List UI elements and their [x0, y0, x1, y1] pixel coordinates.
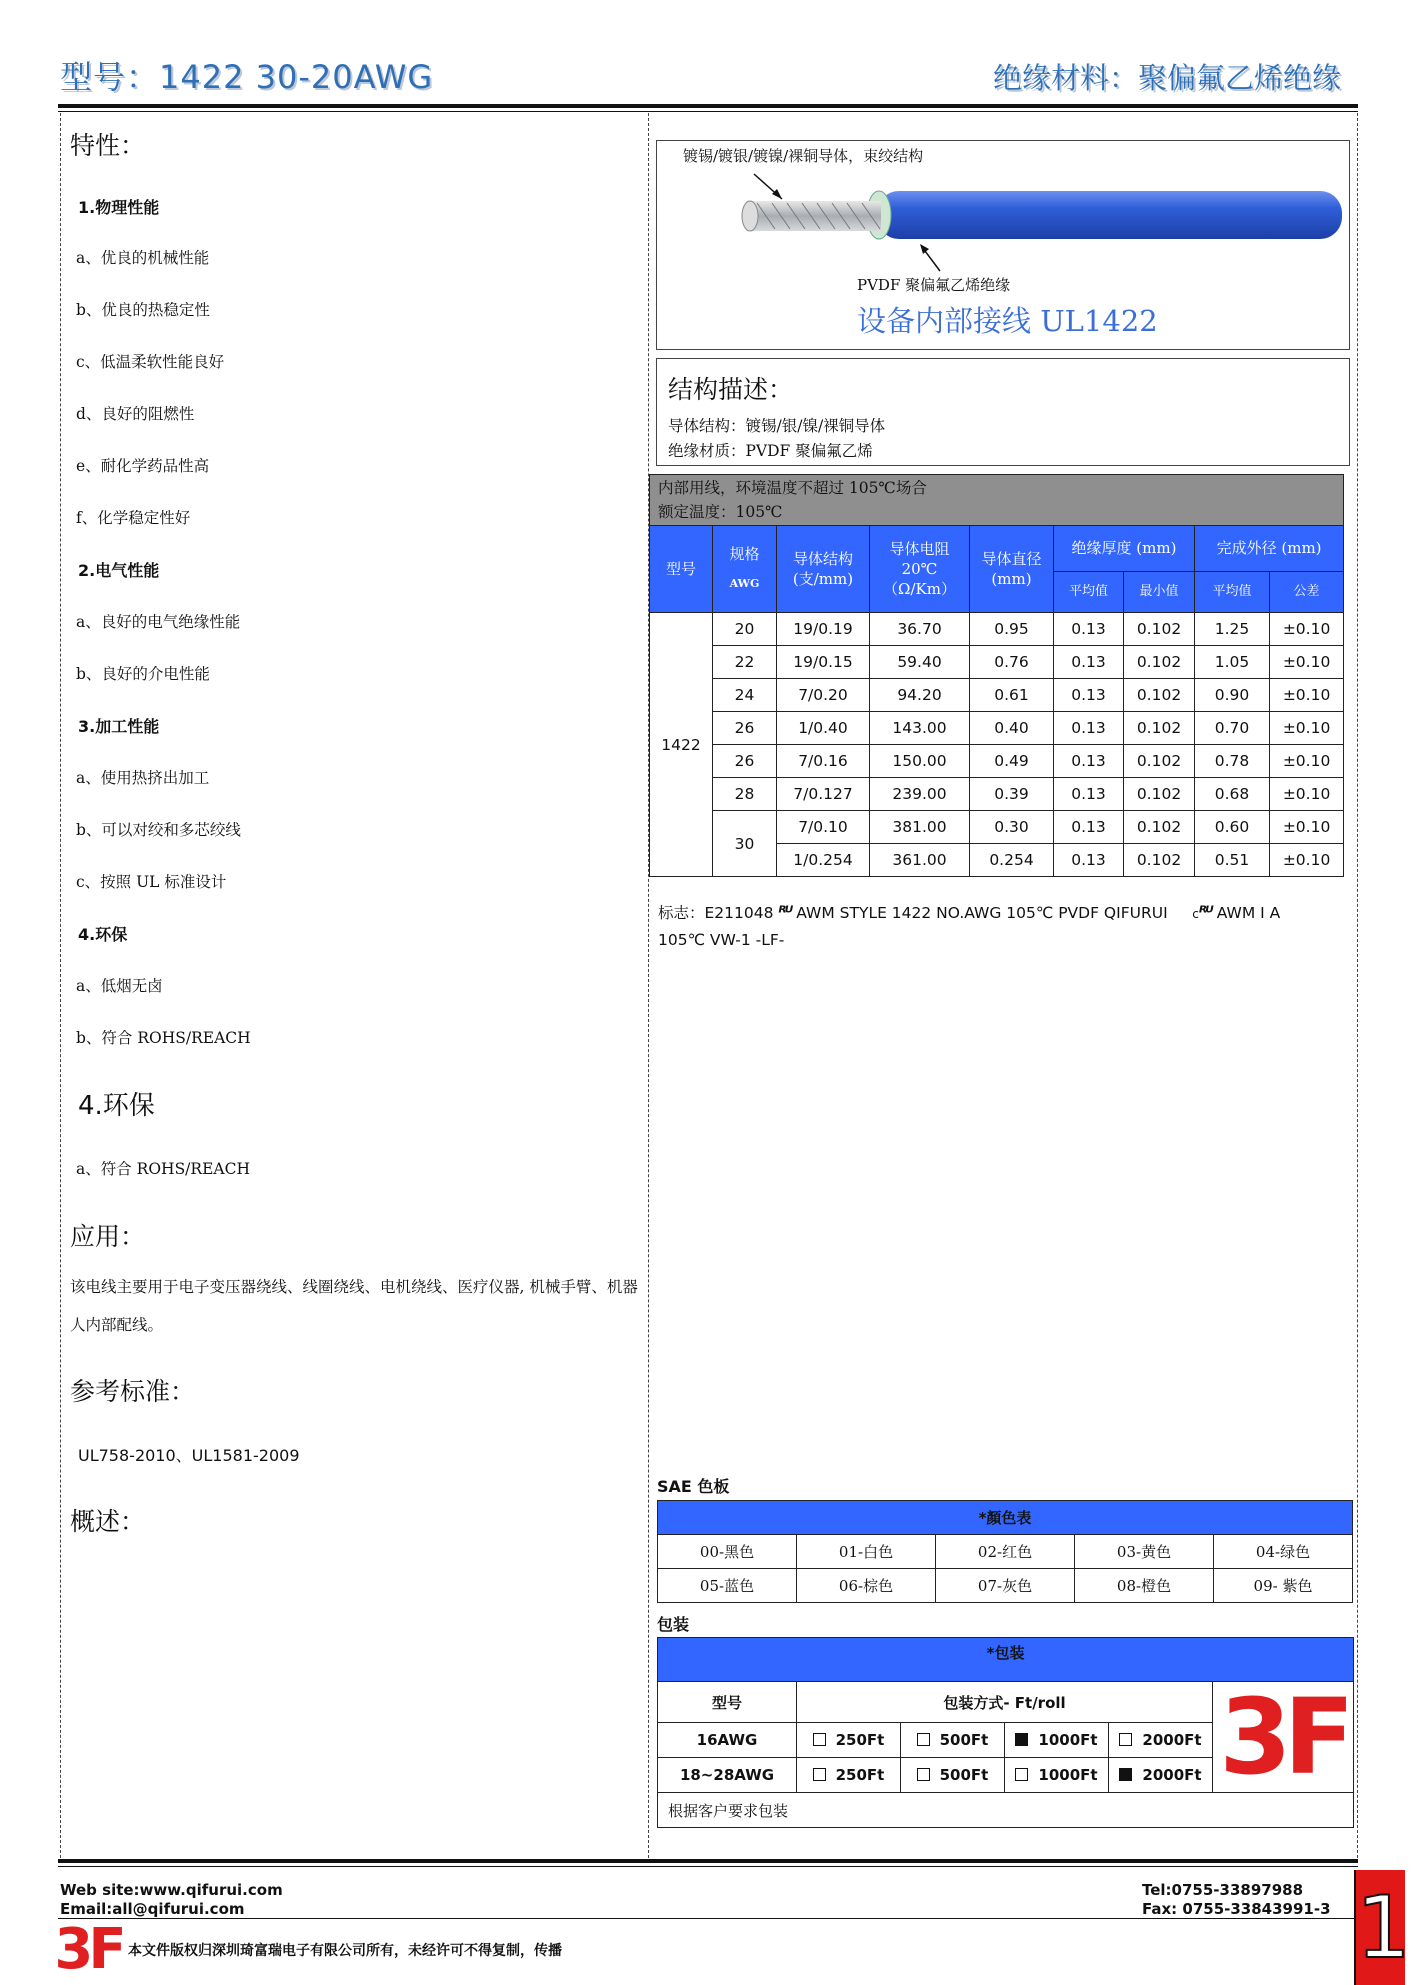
packaging-option[interactable]	[1005, 1723, 1109, 1758]
table-row	[650, 778, 1344, 811]
header-tolerance: 公差	[1270, 571, 1344, 612]
cell-ins-avg: 0.13	[1054, 712, 1124, 745]
fax: Fax: 0755-33843991-3	[1142, 1900, 1331, 1918]
option-label: 500Ft	[939, 1766, 989, 1784]
packaging-col-row	[658, 1682, 1354, 1723]
cell-awg: 22	[713, 646, 777, 679]
header-rule	[58, 104, 1358, 108]
color-cell: 06-棕色	[797, 1569, 936, 1603]
cell-tolerance: ±0.10	[1270, 811, 1344, 844]
packaging-model: 18~28AWG	[658, 1758, 797, 1793]
packaging-option[interactable]	[797, 1758, 901, 1793]
cell-resistance: 361.00	[870, 844, 970, 877]
cell-ins-avg: 0.13	[1054, 613, 1124, 646]
spec-note-rating: 额定温度：105℃	[658, 503, 783, 521]
frame-divider	[648, 113, 649, 1858]
structure-heading: 结构描述：	[668, 375, 794, 404]
cell-ins-avg: 0.13	[1054, 811, 1124, 844]
footer-3f-logo-icon	[54, 1916, 122, 1982]
header-conductor-diameter: 导体直径(mm)	[970, 526, 1054, 613]
feature-item: b、可以对绞和多芯绞线	[76, 821, 241, 839]
insulation-label: PVDF 聚偏氟乙烯绝缘	[857, 276, 1011, 294]
color-cell: 05-蓝色	[658, 1569, 797, 1603]
checkbox-icon[interactable]	[917, 1768, 930, 1781]
cell-tolerance: ±0.10	[1270, 778, 1344, 811]
packaging-title: *包装	[658, 1638, 1354, 1682]
cell-awg: 24	[713, 679, 777, 712]
packaging-col-model: 型号	[658, 1682, 797, 1723]
footer-contact-right	[1142, 1881, 1331, 1919]
feature-item: a、良好的电气绝缘性能	[76, 613, 241, 631]
cell-resistance: 239.00	[870, 778, 970, 811]
cell-od: 1.05	[1195, 646, 1270, 679]
cell-awg: 26	[713, 712, 777, 745]
cell-diameter: 0.76	[970, 646, 1054, 679]
packaging-model: 16AWG	[658, 1723, 797, 1758]
cell-od: 0.78	[1195, 745, 1270, 778]
footer-logo-text: 3F	[54, 1917, 122, 1982]
logo-text: 3F	[1219, 1676, 1347, 1798]
cell-od: 0.51	[1195, 844, 1270, 877]
color-cell: 02-红色	[936, 1535, 1075, 1569]
insulation-material-title: 绝缘材料：聚偏氟乙烯绝缘	[992, 61, 1341, 95]
standards-heading: 参考标准：	[70, 1377, 196, 1406]
header-model: 型号	[650, 526, 713, 613]
page-number: 1	[1356, 1878, 1411, 1978]
spec-header-row	[650, 526, 1344, 572]
environment-item: a、符合 ROHS/REACH	[76, 1160, 250, 1178]
header-insulation-thickness: 绝缘厚度 (mm)	[1054, 526, 1195, 572]
cell-ins-min: 0.102	[1124, 679, 1195, 712]
table-row	[650, 613, 1344, 646]
cell-diameter: 0.49	[970, 745, 1054, 778]
packaging-label: 包装	[657, 1615, 690, 1634]
structure-conductor: 导体结构：镀锡/银/镍/裸铜导体	[668, 417, 886, 435]
cell-od: 1.25	[1195, 613, 1270, 646]
insulation-jacket	[877, 191, 1342, 239]
cell-diameter: 0.61	[970, 679, 1054, 712]
cell-od: 0.70	[1195, 712, 1270, 745]
model-cell: 1422	[650, 613, 713, 877]
header-outer-diameter: 完成外径 (mm)	[1195, 526, 1344, 572]
table-row	[650, 646, 1344, 679]
copyright-notice: 本文件版权归深圳琦富瑞电子有限公司所有，未经许可不得复制，传播	[128, 1943, 562, 1959]
cell-ins-min: 0.102	[1124, 778, 1195, 811]
option-label: 250Ft	[835, 1731, 885, 1749]
frame-left	[60, 113, 61, 1858]
header-ins-avg: 平均值	[1054, 571, 1124, 612]
cell-od: 0.60	[1195, 811, 1270, 844]
option-label: 1000Ft	[1038, 1731, 1098, 1749]
color-cell: 04-绿色	[1214, 1535, 1353, 1569]
checkbox-icon[interactable]	[813, 1733, 826, 1746]
packaging-col-method: 包装方式- Ft/roll	[797, 1682, 1213, 1723]
environment-heading: 4.环保	[78, 1091, 155, 1121]
cell-resistance: 381.00	[870, 811, 970, 844]
checkbox-icon[interactable]	[1015, 1768, 1028, 1781]
checkbox-icon[interactable]	[917, 1733, 930, 1746]
color-table-header	[658, 1501, 1353, 1535]
header-resistance: 导体电阻 20℃ （Ω/Km）	[870, 526, 970, 613]
overview-heading: 概述：	[70, 1507, 146, 1536]
table-row	[650, 811, 1344, 844]
cell-ins-min: 0.102	[1124, 811, 1195, 844]
feature-item: b、良好的介电性能	[76, 665, 210, 683]
feature-item: d、良好的阻燃性	[76, 405, 195, 423]
conductor-label: 镀锡/镀银/镀镍/裸铜导体，束绞结构	[683, 147, 924, 165]
marking-line2: 105℃ VW-1 -LF-	[658, 931, 785, 949]
footer-rule	[58, 1859, 1358, 1863]
option-label: 2000Ft	[1142, 1731, 1202, 1749]
cell-awg: 26	[713, 745, 777, 778]
cell-diameter: 0.30	[970, 811, 1054, 844]
checkbox-checked-icon[interactable]	[1119, 1768, 1132, 1781]
cell-diameter: 0.95	[970, 613, 1054, 646]
brand-logo	[1213, 1676, 1354, 1798]
page-number-badge	[1354, 1870, 1411, 1985]
document-title: 型号：1422 30-20AWG	[60, 58, 434, 96]
color-cell: 00-黑色	[658, 1535, 797, 1569]
diagram-caption: 设备内部接线 UL1422	[857, 304, 1158, 338]
cell-resistance: 36.70	[870, 613, 970, 646]
spec-note-ambient: 内部用线，环境温度不超过 105℃场合	[658, 479, 927, 497]
feature-item: e、耐化学药品性高	[76, 457, 210, 475]
header-rule-thin	[58, 111, 1358, 112]
cell-od: 0.68	[1195, 778, 1270, 811]
header-gauge-unit: AWG	[729, 577, 760, 590]
header-ins-min: 最小值	[1124, 571, 1195, 612]
packaging-option[interactable]	[797, 1723, 901, 1758]
packaging-note: 根据客户要求包装	[658, 1793, 1354, 1828]
table-row	[650, 745, 1344, 778]
cell-construction: 1/0.254	[777, 844, 870, 877]
cell-ins-min: 0.102	[1124, 613, 1195, 646]
cell-awg: 30	[713, 811, 777, 877]
cell-awg: 20	[713, 613, 777, 646]
feature-item: c、按照 UL 标准设计	[76, 873, 227, 891]
cell-diameter: 0.254	[970, 844, 1054, 877]
footer-divider	[58, 1918, 1354, 1919]
insulation-arrowhead	[920, 244, 929, 254]
cell-resistance: 150.00	[870, 745, 970, 778]
packaging-option[interactable]	[1109, 1758, 1213, 1793]
cell-construction: 19/0.15	[777, 646, 870, 679]
packaging-header	[658, 1638, 1354, 1682]
cell-ins-min: 0.102	[1124, 646, 1195, 679]
footer-rule-thin	[58, 1866, 1358, 1867]
feature-group-title: 4.环保	[78, 925, 128, 944]
feature-item: a、低烟无卤	[76, 977, 163, 995]
feature-item: f、化学稳定性好	[76, 509, 191, 527]
cell-construction: 1/0.40	[777, 712, 870, 745]
packaging-table	[657, 1637, 1354, 1828]
3f-logo-icon	[1219, 1676, 1347, 1798]
cell-construction: 7/0.16	[777, 745, 870, 778]
checkbox-icon[interactable]	[1119, 1733, 1132, 1746]
cell-tolerance: ±0.10	[1270, 613, 1344, 646]
cell-tolerance: ±0.10	[1270, 844, 1344, 877]
feature-group-title: 2.电气性能	[78, 561, 160, 580]
conductor-strands	[749, 201, 881, 231]
feature-item: b、优良的热稳定性	[76, 301, 210, 319]
checkbox-icon[interactable]	[813, 1768, 826, 1781]
marking-part1: AWM STYLE 1422 NO.AWG 105℃ PVDF QIFURUI	[796, 904, 1168, 922]
table-row	[658, 1569, 1353, 1603]
cell-ins-avg: 0.13	[1054, 844, 1124, 877]
cell-ins-min: 0.102	[1124, 745, 1195, 778]
color-cell: 07-灰色	[936, 1569, 1075, 1603]
color-cell: 08-橙色	[1075, 1569, 1214, 1603]
spec-table	[649, 474, 1344, 877]
header-gauge	[713, 526, 777, 613]
cell-construction: 19/0.19	[777, 613, 870, 646]
cell-tolerance: ±0.10	[1270, 712, 1344, 745]
color-table	[657, 1500, 1353, 1603]
color-cell: 03-黄色	[1075, 1535, 1214, 1569]
cell-tolerance: ±0.10	[1270, 679, 1344, 712]
cell-tolerance: ±0.10	[1270, 745, 1344, 778]
packaging-option[interactable]	[901, 1723, 1005, 1758]
marking-text	[658, 900, 1358, 953]
cell-ins-avg: 0.13	[1054, 745, 1124, 778]
application-text: 该电线主要用于电子变压器绕线、线圈绕线、电机绕线、医疗仪器, 机械手臂、机器人内部配线。	[70, 1278, 638, 1334]
header-construction: 导体结构 (支/mm)	[777, 526, 870, 613]
color-table-label: SAE 色板	[657, 1477, 730, 1496]
option-label: 250Ft	[835, 1766, 885, 1784]
cable-diagram	[656, 140, 1350, 350]
marking-c-mark: c	[1192, 907, 1199, 921]
cell-resistance: 143.00	[870, 712, 970, 745]
cul-recognized-icon: ᴿᵁ	[1198, 903, 1212, 923]
option-label: 1000Ft	[1038, 1766, 1098, 1784]
packaging-option[interactable]	[1109, 1723, 1213, 1758]
standards-text: UL758-2010、UL1581-2009	[78, 1446, 300, 1465]
cell-construction: 7/0.127	[777, 778, 870, 811]
checkbox-checked-icon[interactable]	[1015, 1733, 1028, 1746]
color-cell: 01-白色	[797, 1535, 936, 1569]
application-heading: 应用：	[70, 1222, 146, 1251]
ul-recognized-icon: ᴿᵁ	[778, 903, 792, 923]
color-table-title: *顏色表	[658, 1501, 1353, 1535]
feature-item: c、低温柔软性能良好	[76, 353, 225, 371]
cell-awg: 28	[713, 778, 777, 811]
table-row	[658, 1535, 1353, 1569]
cell-diameter: 0.39	[970, 778, 1054, 811]
cell-ins-min: 0.102	[1124, 844, 1195, 877]
table-row	[650, 679, 1344, 712]
feature-item: a、优良的机械性能	[76, 249, 210, 267]
cell-od: 0.90	[1195, 679, 1270, 712]
features-heading: 特性：	[70, 131, 146, 160]
feature-group-title: 3.加工性能	[78, 717, 160, 736]
color-cell: 09- 紫色	[1214, 1569, 1353, 1603]
footer-contact-left	[60, 1881, 283, 1919]
marking-part2: AWM I A	[1216, 904, 1281, 922]
frame-right	[1357, 113, 1358, 1858]
cell-resistance: 59.40	[870, 646, 970, 679]
telephone: Tel:0755-33897988	[1142, 1881, 1304, 1899]
marking-prefix: 标志：E211048	[658, 904, 774, 922]
feature-group-title: 1.物理性能	[78, 198, 160, 217]
website-link[interactable]: Web site:www.qifurui.com	[60, 1881, 283, 1899]
header-gauge-label: 规格	[729, 545, 760, 563]
cell-ins-avg: 0.13	[1054, 778, 1124, 811]
packaging-option[interactable]	[901, 1758, 1005, 1793]
conductor-end	[742, 201, 758, 231]
cell-construction: 7/0.10	[777, 811, 870, 844]
table-row	[650, 712, 1344, 745]
cell-tolerance: ±0.10	[1270, 646, 1344, 679]
cell-diameter: 0.40	[970, 712, 1054, 745]
cell-ins-avg: 0.13	[1054, 679, 1124, 712]
option-label: 2000Ft	[1142, 1766, 1202, 1784]
cell-construction: 7/0.20	[777, 679, 870, 712]
cell-ins-min: 0.102	[1124, 712, 1195, 745]
cell-ins-avg: 0.13	[1054, 646, 1124, 679]
email-link[interactable]: Email:all@qifurui.com	[60, 1900, 245, 1918]
feature-item: a、使用热挤出加工	[76, 769, 210, 787]
cell-resistance: 94.20	[870, 679, 970, 712]
spec-notes-row	[650, 475, 1344, 526]
header-od-avg: 平均值	[1195, 571, 1270, 612]
packaging-option[interactable]	[1005, 1758, 1109, 1793]
feature-item: b、符合 ROHS/REACH	[76, 1029, 251, 1047]
option-label: 500Ft	[939, 1731, 989, 1749]
structure-insulation: 绝缘材质：PVDF 聚偏氟乙烯	[668, 442, 873, 460]
